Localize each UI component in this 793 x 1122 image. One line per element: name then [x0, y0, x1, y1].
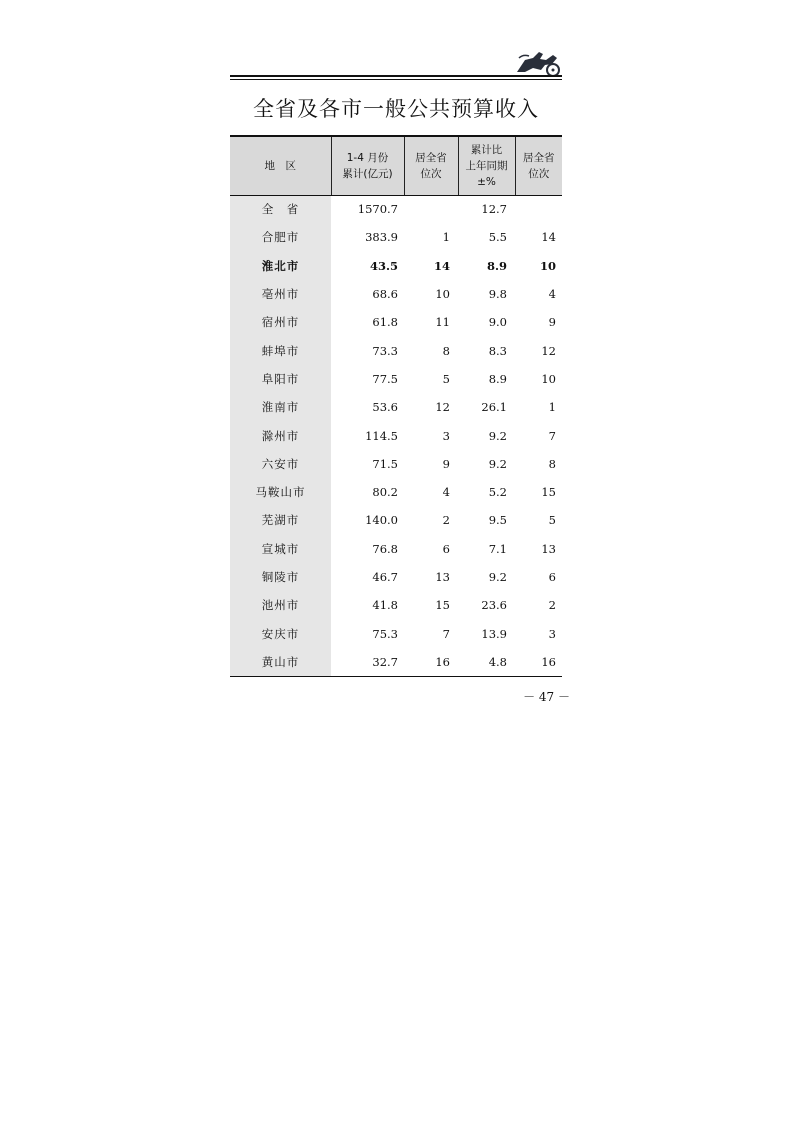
header-region: [230, 136, 331, 195]
cumulative-cell: 68.6: [372, 287, 398, 302]
rank2-cell: 13: [541, 541, 556, 556]
rank1-cell: [404, 195, 458, 223]
region-cell: 宿州市: [230, 308, 331, 336]
rank1-cell: 16: [404, 648, 458, 676]
header-rank2-line2: 位次: [528, 167, 550, 180]
growth-cell: 5.2: [488, 485, 507, 500]
growth-cell: 8.9: [486, 258, 507, 273]
rank2-cell: 6: [548, 570, 556, 584]
table-header-row: [230, 136, 562, 195]
table-row: [230, 563, 562, 591]
growth-cell: 12.7: [481, 202, 507, 217]
table-row-highlighted: [230, 252, 562, 280]
cumulative-cell: 61.8: [372, 315, 398, 330]
table-row: [230, 421, 562, 449]
header-cumulative: [331, 136, 404, 195]
header-rank1-line2: 位次: [420, 167, 442, 180]
growth-cell: 23.6: [481, 598, 507, 613]
page-title: 全省及各市一般公共预算收入: [253, 97, 539, 121]
cumulative-cell: 76.8: [372, 541, 398, 556]
page-number: － 47 －: [523, 690, 570, 704]
rank2-cell: 16: [515, 648, 562, 676]
rank2-cell: [515, 195, 562, 223]
rank1-cell: 9: [442, 456, 450, 471]
growth-cell: 8.9: [488, 371, 507, 386]
growth-cell: 9.5: [488, 513, 507, 528]
region-cell: 宣城市: [230, 535, 331, 563]
cumulative-cell: 80.2: [372, 485, 398, 500]
cumulative-cell: 32.7: [331, 648, 404, 676]
cumulative-cell: 46.7: [372, 570, 398, 584]
region-cell: 淮北市: [230, 252, 331, 280]
region-cell: 滁州市: [230, 421, 331, 449]
table-row: [230, 308, 562, 336]
rank1-cell: 11: [435, 315, 450, 330]
rank2-cell: 3: [548, 626, 556, 641]
rank1-cell: 14: [433, 258, 450, 273]
rank2-cell: 7: [548, 428, 556, 443]
rank2-cell: 10: [539, 258, 556, 273]
rank2-cell: 1: [548, 400, 556, 415]
rank1-cell: 5: [442, 371, 450, 386]
header-cumulative-line1: 1-4 月份: [346, 151, 389, 164]
table-row: [230, 195, 562, 223]
region-cell: 合肥市: [230, 223, 331, 251]
region-cell: 亳州市: [230, 280, 331, 308]
table-row: [230, 619, 562, 647]
growth-cell: 9.0: [488, 315, 507, 330]
cumulative-cell: 140.0: [365, 513, 398, 528]
table-row: [230, 450, 562, 478]
rank1-cell: 8: [442, 343, 450, 358]
growth-cell: 5.5: [488, 230, 507, 245]
region-cell: 阜阳市: [230, 365, 331, 393]
growth-cell: 4.8: [458, 648, 515, 676]
table-row: [230, 336, 562, 364]
table-row: [230, 393, 562, 421]
table-row: [230, 223, 562, 251]
rank2-cell: 10: [541, 371, 556, 386]
rank1-cell: 6: [442, 541, 450, 556]
table-row: [230, 535, 562, 563]
rank2-cell: 14: [541, 230, 556, 245]
region-cell: 全 省: [230, 195, 331, 223]
region-cell: 黄山市: [230, 648, 331, 676]
rank2-cell: 2: [548, 598, 556, 613]
growth-cell: 13.9: [481, 626, 507, 641]
region-cell: 芜湖市: [230, 506, 331, 534]
region-cell: 安庆市: [230, 619, 331, 647]
header-cumulative-line2: 累计(亿元): [342, 167, 393, 180]
region-cell: 池州市: [230, 591, 331, 619]
header-growth-line1: 累计比: [470, 143, 503, 156]
table-row: [230, 478, 562, 506]
header-growth-line3: ±%: [477, 175, 496, 188]
revenue-table: [230, 135, 562, 677]
cumulative-cell: 383.9: [365, 230, 398, 245]
header-growth-line2: 上年同期: [465, 159, 508, 172]
rank1-cell: 15: [435, 598, 450, 613]
growth-cell: 9.2: [488, 570, 507, 584]
growth-cell: 9.8: [488, 287, 507, 302]
cumulative-cell: 73.3: [372, 343, 398, 358]
rank2-cell: 15: [541, 485, 556, 500]
rank2-cell: 9: [548, 315, 556, 330]
table-row: [230, 591, 562, 619]
region-cell: 马鞍山市: [230, 478, 331, 506]
table-row: [230, 280, 562, 308]
table-row: [230, 365, 562, 393]
rank2-cell: 12: [541, 343, 556, 358]
rank1-cell: 4: [442, 485, 450, 500]
table-row: [230, 506, 562, 534]
header-rule-thin: [230, 79, 562, 80]
table-row: [230, 648, 562, 676]
header-rank2-line1: 居全省: [523, 151, 555, 164]
rank2-cell: 8: [548, 456, 556, 471]
rank1-cell: 7: [442, 626, 450, 641]
horse-chariot-logo-icon: [513, 46, 565, 78]
cumulative-cell: 71.5: [372, 456, 398, 471]
region-cell: 六安市: [230, 450, 331, 478]
growth-cell: 9.2: [488, 456, 507, 471]
growth-cell: 7.1: [488, 541, 507, 556]
cumulative-cell: 1570.7: [357, 202, 398, 217]
cumulative-cell: 53.6: [372, 400, 398, 415]
cumulative-cell: 75.3: [372, 626, 398, 641]
region-cell: 淮南市: [230, 393, 331, 421]
rank1-cell: 3: [442, 428, 450, 443]
rank2-cell: 5: [548, 513, 556, 528]
header-growth: [458, 136, 515, 195]
rank1-cell: 1: [442, 230, 450, 245]
cumulative-cell: 43.5: [369, 258, 398, 273]
region-cell: 铜陵市: [230, 563, 331, 591]
growth-cell: 8.3: [488, 343, 507, 358]
rank1-cell: 13: [435, 570, 450, 584]
growth-cell: 9.2: [488, 428, 507, 443]
rank1-cell: 10: [435, 287, 450, 302]
header-rank1-line1: 居全省: [415, 151, 447, 164]
rank2-cell: 4: [548, 287, 556, 302]
rank1-cell: 2: [442, 513, 450, 528]
header-region-label: 地 区: [264, 159, 296, 172]
region-cell: 蚌埠市: [230, 336, 331, 364]
header-rank1: [404, 136, 458, 195]
cumulative-cell: 41.8: [372, 598, 398, 613]
cumulative-cell: 77.5: [372, 371, 398, 386]
rank1-cell: 12: [435, 400, 450, 415]
header-rank2: [515, 136, 562, 195]
growth-cell: 26.1: [481, 400, 507, 415]
header-rule-thick: [230, 75, 562, 77]
cumulative-cell: 114.5: [365, 428, 398, 443]
